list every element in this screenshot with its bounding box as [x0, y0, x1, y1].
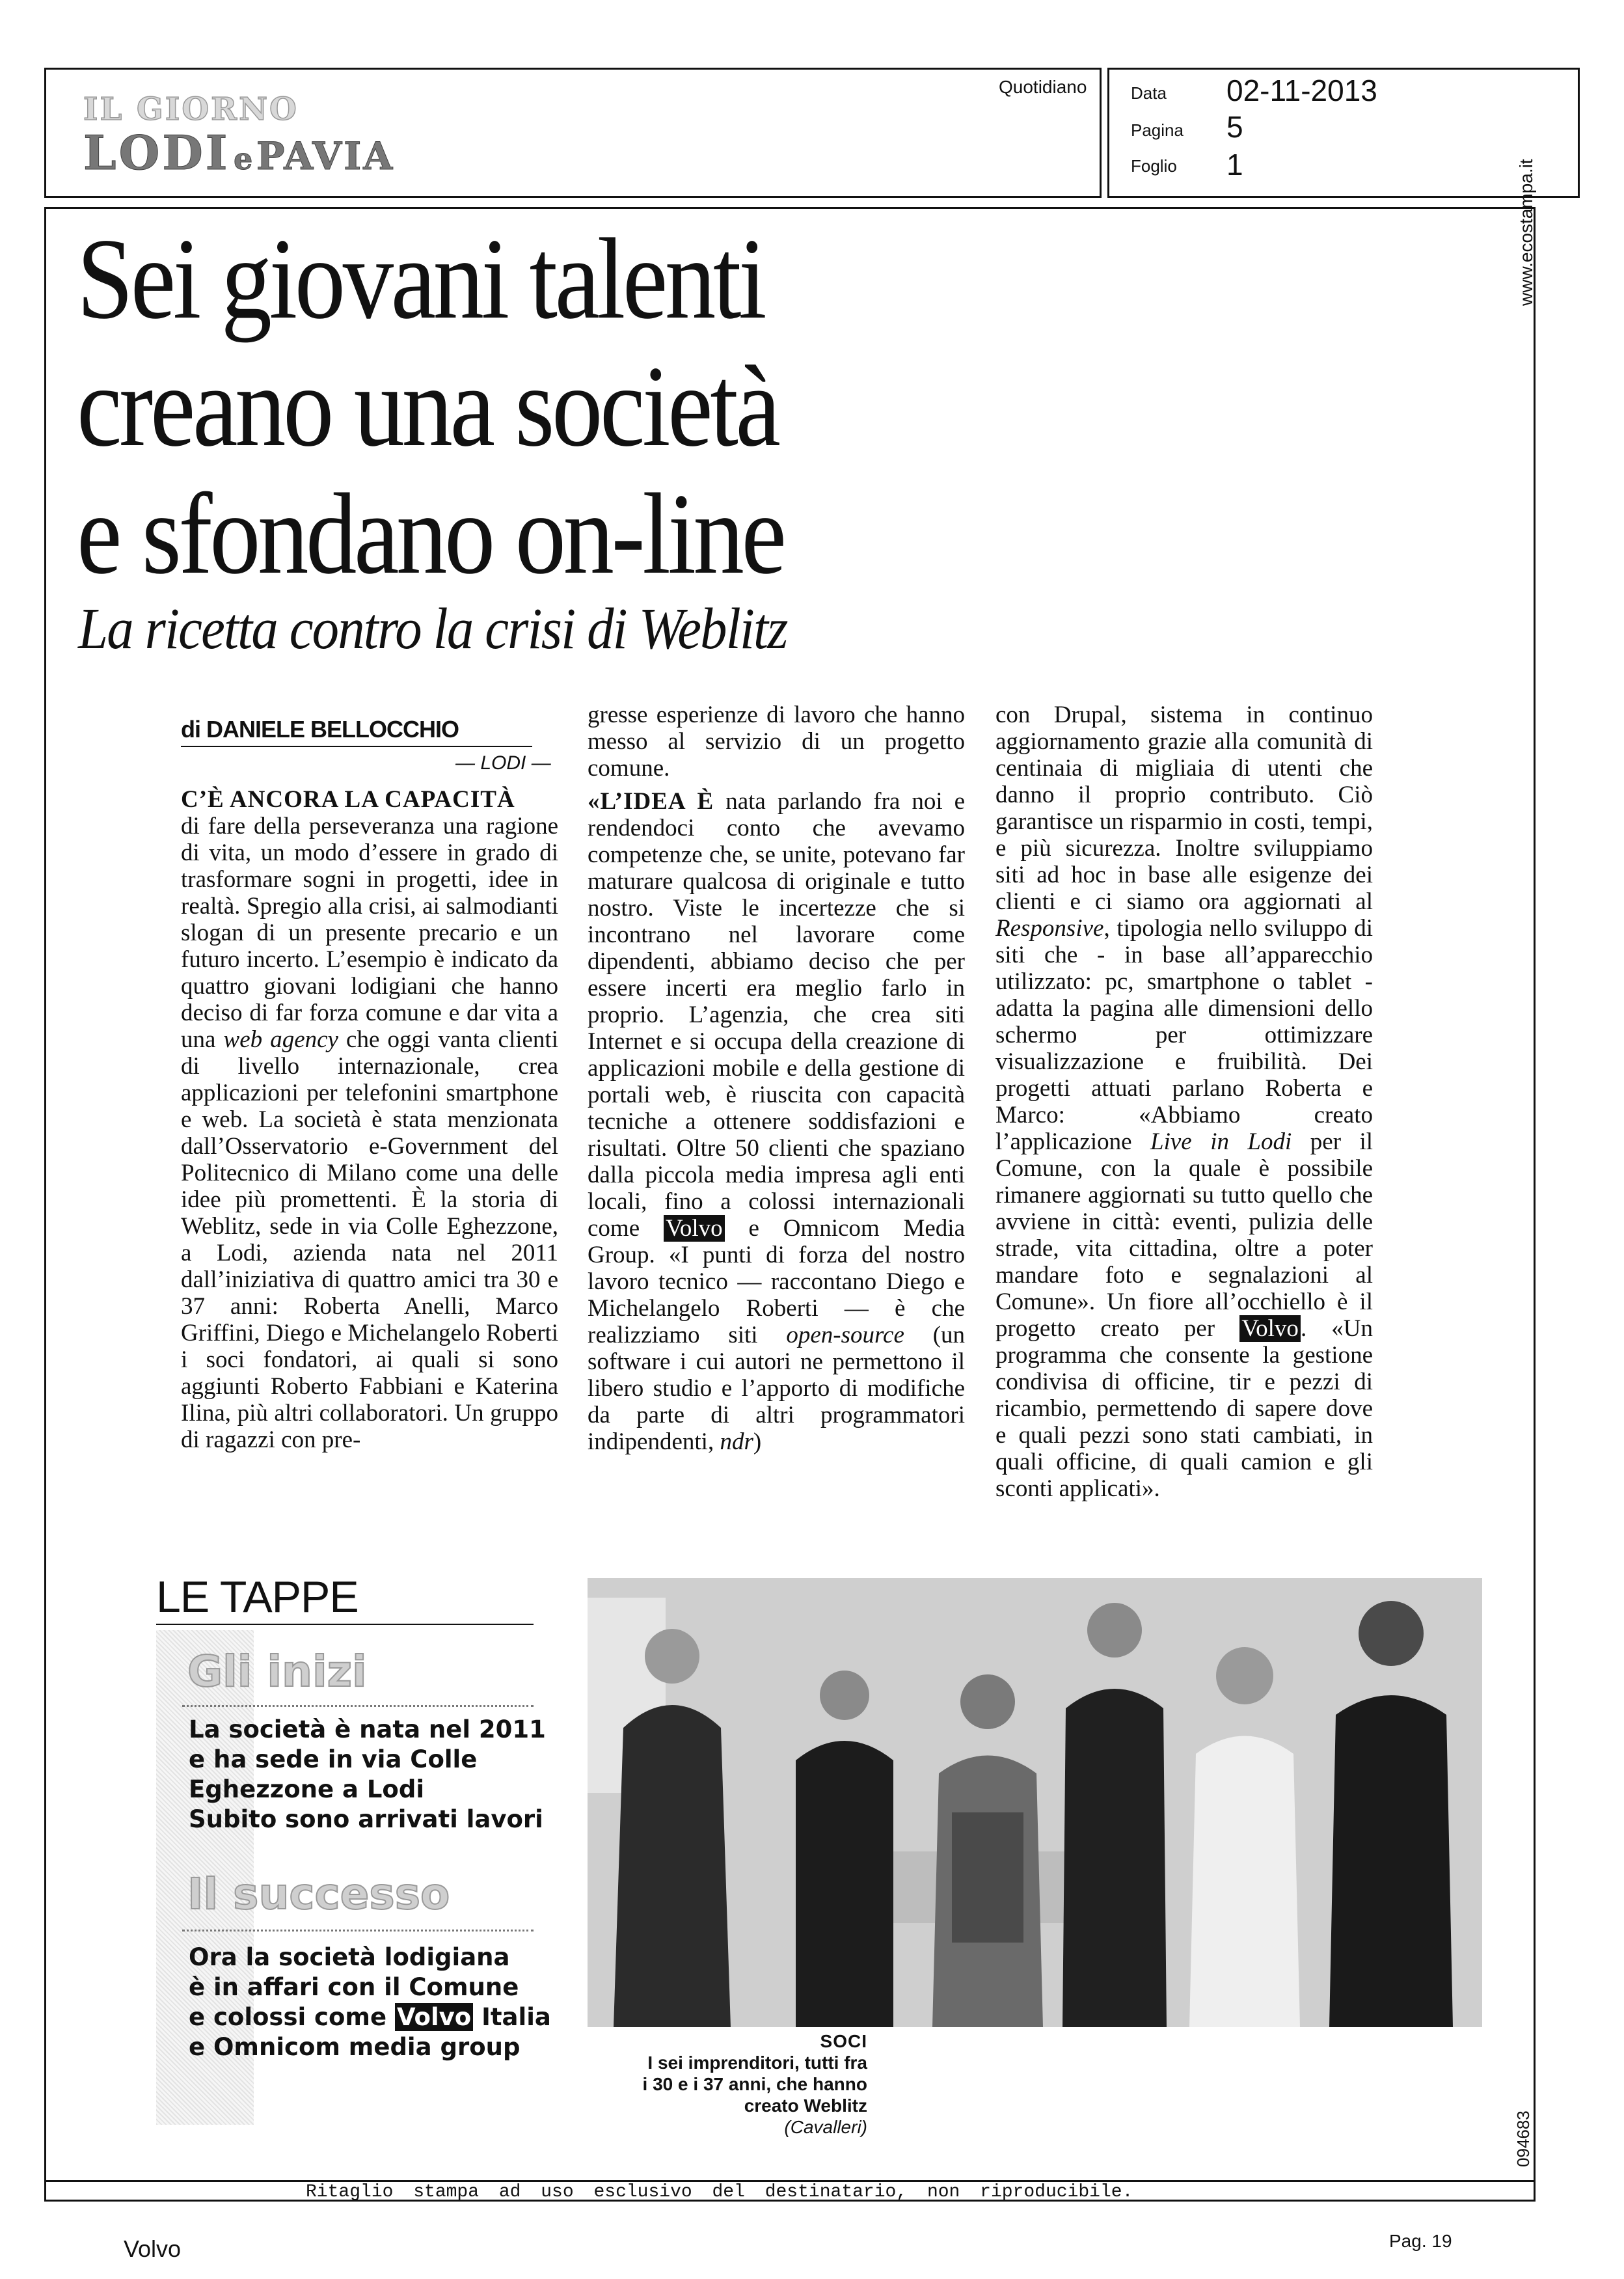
meta-label-sheet: Foglio [1131, 156, 1177, 176]
subtitle: La ricetta contro la crisi di Weblitz [78, 597, 787, 661]
website-vertical: www.ecostampa.it [1516, 159, 1536, 306]
byline [181, 716, 459, 743]
tappe-text-2: Ora la società lodigiana è in affari con il Comune e colossi come Volvo Italia e Omnicom media group [189, 1943, 551, 2061]
tappe-heading-2: Il successo [187, 1869, 450, 1919]
tappe-heading-1: Gli inizi [187, 1646, 367, 1697]
headline-line: e sfondano on-line [77, 469, 784, 598]
meta-value-page: 5 [1226, 110, 1243, 144]
col2-paragraph-1: gresse esperienze di lavoro che hanno messo al servizio di un progetto comune. [588, 702, 965, 782]
meta-value-sheet: 1 [1226, 148, 1243, 182]
col1-paragraph [181, 786, 558, 1453]
col2-paragraph-2: «L’IDEA È nata parlando fra noi e rendendoci conto che avevamo competenze che, se unite, potevano far maturare qualcosa di originale e tutto nostro. Viste le incertezze che si incontrano nel lavorare come dipendenti, abbiamo deciso che per essere incerti era meglio farlo in proprio. L’agenzia, che crea siti Internet e si occupa della creazione di applicazioni mobile e della gestione di portali web, è riuscita con capacità tecniche a ottenere soddisfazioni e risultati. Oltre 50 clienti che spaziano dalla piccola media impresa agli enti locali, fino a colossi internazionali come Volvo e Omnicom Media Group. «I punti di forza del nostro lavoro tecnico — raccontano Diego e Michelangelo Roberti — è che realizziamo siti open-source (un software i cui autori ne permettono il libero studio e l’apporto di modifiche da parte di altri programmatori indipendenti, ndr) [588, 788, 966, 1455]
meta-value-date: 02-11-2013 [1226, 74, 1377, 107]
tappe-divider [182, 1930, 534, 1931]
col3-paragraph: con Drupal, sistema in continuo aggiornamento grazie alla comunità di centinaia di migliaia di utenti che danno il proprio contributo. Ciò garantisce un risparmio in costi, tempi, e più sicurezza. Inoltre sviluppiamo siti ad hoc in base alle esigenze dei clienti e ci siamo ora aggiornati al Responsive, tipologia nello sviluppo di siti che - in base all’apparecchio utilizzato: pc, smartphone o tablet - adatta la pagina alle dimensioni dello schermo per ottimizzare visualizzazione e fruibilità. Dei progetti attuati parlano Roberta e Marco: «Abbiamo creato l’applicazione Live in Lodi per il Comune, con la quale è possibile rimanere aggiornati su tutto quello che avviene in città: eventi, pulizia delle strade, vita cittadina, oltre a poter mandare foto e segnalazioni al Comune». Un fiore all’occhiello è il progetto creato per Volvo. «Un programma che consente la gestione condivisa di officine, tir e pezzi di ricambio, permettendo di sapere dove e quali pezzi sono stati cambiati, in quali officine, di quali camion e gli sconti applicati». [995, 702, 1374, 1502]
caption-line: i 30 e i 37 anni, che hanno [642, 2074, 867, 2094]
photo-illustration [588, 1578, 1482, 2027]
edition-city: PAVIA [256, 134, 395, 178]
client-name: Volvo [124, 2235, 182, 2262]
edition-conj: e [234, 141, 253, 176]
byline-prefix: di [181, 716, 200, 743]
col1-lead: C’È ANCORA LA CAPACITÀ [181, 786, 515, 813]
code-vertical: 094683 [1513, 2110, 1533, 2167]
headline-line: Sei giovani talenti [77, 214, 765, 343]
tappe-title: LE TAPPE [156, 1572, 359, 1622]
headline [77, 215, 784, 597]
caption-title: SOCI [820, 2031, 867, 2051]
caption-line: I sei imprenditori, tutti fra [647, 2053, 867, 2073]
brand-highlight: Volvo [395, 2003, 473, 2031]
meta-label-date: Data [1131, 83, 1167, 103]
col2-lead: «L’IDEA È [588, 788, 714, 815]
edition-main: LODI [83, 125, 230, 180]
tappe-rule [156, 1624, 534, 1625]
col1-text: di fare della perseveranza una ragione di vita, un modo d’essere in grado di trasformare sogni in progetti, idee in realtà. Spregio alla crisi, ai salmodianti slogan di un presente precario e un futuro incerto. L’esempio è indicato da quattro giovani lodigiani che hanno deciso di far forza comune e dar vita a una [181, 813, 558, 1053]
article-column-1 [181, 786, 558, 1453]
publication-type: Quotidiano [999, 77, 1087, 97]
paper-name: IL GIORNO [83, 91, 299, 128]
dateline: — LODI — [455, 752, 551, 774]
byline-rule [181, 746, 532, 747]
edition-title [83, 125, 394, 180]
tappe-divider [182, 1705, 534, 1707]
col1-text-2: che oggi vanta clienti di livello internazionale, crea applicazioni per telefonini smartphone e web. La società è stata menzionata dall’Osservatorio e-Government del Politecnico di Milano come una delle idee più promettenti. È la storia di Weblitz, sede in via Colle Eghezzone, a Lodi, azienda nata nel 2011 dall’iniziativa di quattro amici tra 30 e 37 anni: Roberta Anelli, Marco Griffini, Diego e Michelangelo Roberti i soci fondatori, ai quali si sono aggiunti Roberto Fabbiani e Katerina Ilina, più altri collaboratori. Un gruppo di ragazzi con pre- [181, 1026, 558, 1453]
copyright-notice: Ritaglio stampa ad uso esclusivo del destinatario, non riproducibile. [306, 2182, 1133, 2202]
col1-italic: web agency [223, 1026, 338, 1053]
headline-line: creano una società [77, 342, 778, 471]
brand-highlight: Volvo [664, 1215, 725, 1242]
author-name: DANIELE BELLOCCHIO [206, 716, 459, 743]
photo-caption [588, 2030, 867, 2138]
meta-label-page: Pagina [1131, 120, 1184, 140]
group-photo [588, 1578, 1482, 2027]
brand-highlight: Volvo [1239, 1315, 1301, 1342]
article-column-2 [588, 702, 965, 1455]
page-number: Pag. 19 [1389, 2231, 1452, 2251]
tappe-text-1: La società è nata nel 2011 e ha sede in via Colle Eghezzone a Lodi Subito sono arrivati lavori [189, 1715, 546, 1833]
caption-line: creato Weblitz [744, 2095, 867, 2116]
article-column-3 [995, 702, 1373, 1502]
caption-credit: (Cavalleri) [784, 2117, 867, 2137]
